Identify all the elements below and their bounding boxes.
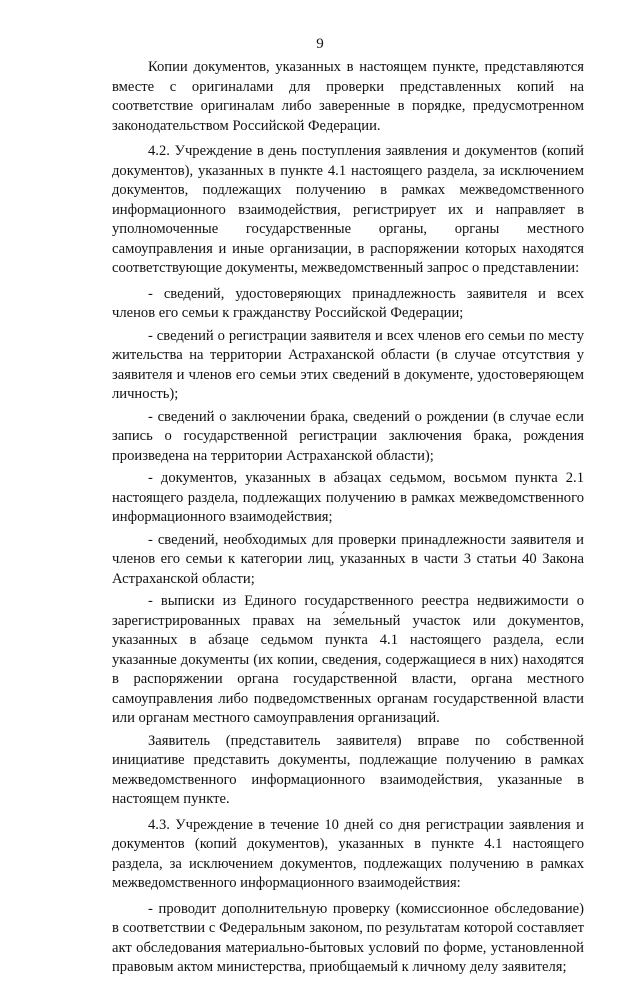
list-item: - документов, указанных в абзацах седьмом, восьмом пункта 2.1 настоящего раздела, подлежащих получению в рамках межведомственного информационного взаимодействия;	[112, 470, 584, 525]
list-item: - выписки из Единого государственного реестра недвижимости о зарегистрированных правах на зе́мельный участок или документов, указанных в абзаце седьмом пункта 4.1 настоящего раздела, если указанные документы (их копии, сведения, содержащиеся в них) находятся в распоряжении органа государственной власти, органа местного самоуправления либо подведомственных органам государственной власти или органам местного самоуправления организаций.	[112, 593, 584, 726]
list-item: - сведений, удостоверяющих принадлежность заявителя и всех членов его семьи к гражданству Российской Федерации;	[112, 285, 584, 321]
list-item: - сведений о заключении брака, сведений о рождении (в случае если запись о государственной регистрации заключения брака, рождения произведена на территории Астраханской области);	[112, 408, 584, 464]
list-item: - сведений, необходимых для проверки принадлежности заявителя и членов его семьи к категории лиц, указанных в части 3 статьи 40 Закона Астраханской области;	[112, 531, 584, 587]
page-number: 9	[316, 36, 324, 52]
list-item: - проводит дополнительную проверку (комиссионное обследование) в соответствии с Федеральным законом, по результатам которой составляет акт обследования материально-бытовых условий по форме, установленной правовым актом министерства, приобщаемый к личному делу заявителя;	[112, 900, 584, 975]
paragraph-4-3: 4.3. Учреждение в течение 10 дней со дня регистрации заявления и документов (копий документов), указанных в пункте 4.1 настоящего раздела, за исключением документов, подлежащих получению в рамках межведомственного информационного взаимодействия:	[112, 816, 584, 891]
paragraph-applicant-right: Заявитель (представитель заявителя) вправе по собственной инициативе представить документы, подлежащие получению в рамках межведомственного информационного взаимодействия, указанные в настоящем пункте.	[112, 732, 584, 807]
list-item: - сведений о регистрации заявителя и всех членов его семьи по месту жительства на территории Астраханской области (в случае отсутствия у заявителя и членов его семьи этих сведений в документе, удостоверяющем личность);	[112, 327, 584, 402]
paragraph-4-2: 4.2. Учреждение в день поступления заявления и документов (копий документов), указанных в пункте 4.1 настоящего раздела, за исключением документов, подлежащих получению в рамках межведомственного информационного взаимодействия, регистрирует их и направляет в уполномоченные государственные органы, органы местного самоуправления и иные организации, в распоряжении которых находятся соответствующие документы, межведомственный запрос о представлении:	[112, 143, 584, 276]
document-body	[112, 58, 584, 981]
paragraph-copies-note: Копии документов, указанных в настоящем пункте, представляются вместе с оригиналами для проверки представленных копий на соответствие оригиналам либо заверенные в порядке, предусмотренном законодательством Российской Федерации.	[112, 59, 584, 134]
